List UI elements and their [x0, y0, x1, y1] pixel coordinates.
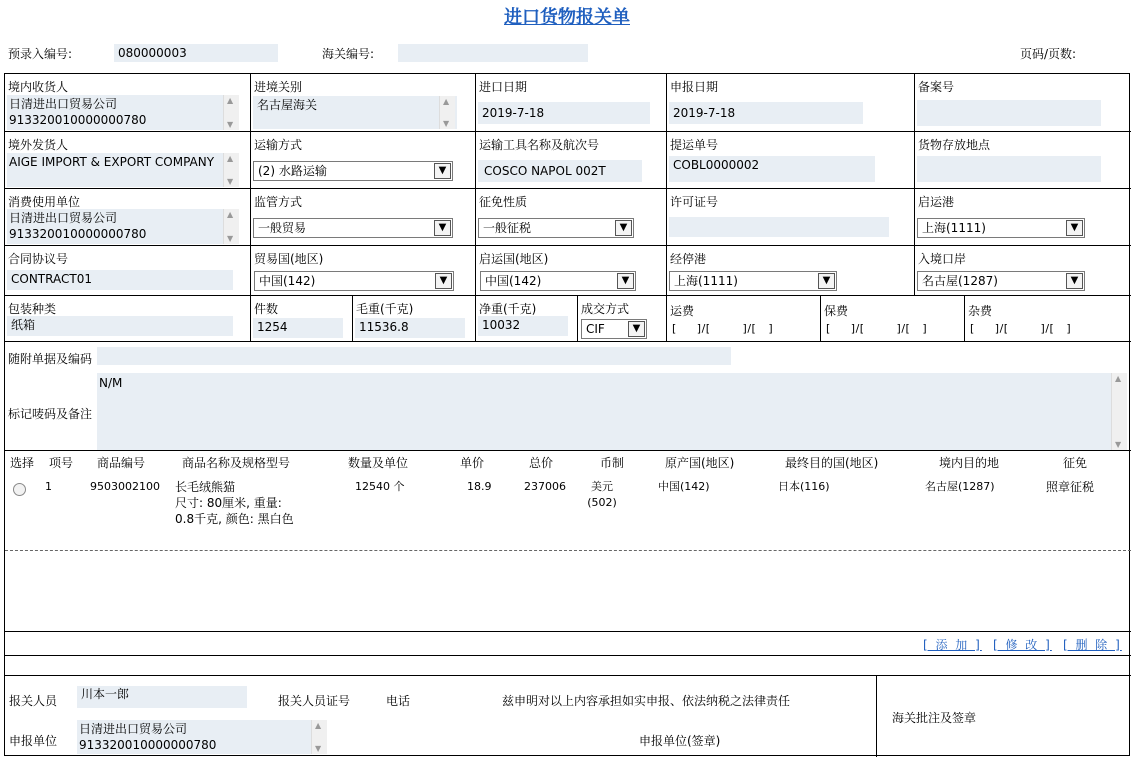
entry-customs-scrollbar[interactable]	[439, 96, 455, 129]
consignee-scrollbar[interactable]	[223, 95, 239, 130]
row-name: 长毛绒熊猫	[175, 480, 236, 494]
net-weight-cell	[476, 296, 578, 342]
row-item-no: 1	[45, 480, 52, 493]
row-spec: 尺寸: 80厘米, 重量: 0.8千克, 颜色: 黑白色	[175, 496, 294, 526]
consumer-name: 日清进出口贸易公司	[9, 211, 118, 225]
pieces-field[interactable]: 1254	[253, 318, 343, 338]
row-total: 237006	[524, 480, 566, 493]
scroll-up-icon[interactable]: ▲	[227, 154, 234, 163]
misc-label: 杂费	[968, 304, 993, 318]
contract-label: 合同协议号	[8, 252, 69, 266]
row-domestic-dest: 名古屋(1287)	[925, 480, 995, 493]
declare-date-label: 申报日期	[670, 80, 719, 94]
license-cell	[667, 189, 915, 246]
scroll-down-icon[interactable]: ▼	[227, 234, 234, 243]
gross-weight-field[interactable]: 11536.8	[355, 318, 465, 338]
consumer-label: 消费使用单位	[8, 195, 81, 209]
scroll-down-icon[interactable]: ▼	[227, 177, 234, 186]
docs-field[interactable]	[97, 347, 731, 365]
departure-port-label: 启运港	[918, 195, 955, 209]
chevron-down-icon[interactable]: ▼	[615, 220, 632, 236]
page-count-label: 页码/页数:	[1020, 47, 1077, 61]
declarant-field[interactable]: 川本一郎	[77, 686, 247, 708]
departure-port-select-value: 上海(1111)	[922, 221, 986, 235]
col-destination: 最终目的国(地区)	[785, 456, 879, 470]
scroll-up-icon[interactable]: ▲	[1115, 374, 1122, 383]
scroll-down-icon[interactable]: ▼	[1115, 440, 1122, 449]
storage-field[interactable]	[917, 156, 1101, 182]
levy-select-value: 一般征税	[483, 221, 532, 235]
chevron-down-icon[interactable]: ▼	[434, 220, 451, 236]
declare-date-cell	[667, 74, 915, 132]
col-qty: 数量及单位	[348, 456, 409, 470]
deal-label: 成交方式	[581, 302, 630, 316]
package-label: 包装种类	[8, 302, 57, 316]
delete-button[interactable]: [ 删 除 ]	[1063, 638, 1122, 652]
customs-no-label: 海关编号:	[322, 47, 375, 61]
consignee-field[interactable]	[7, 95, 239, 130]
consignee-code: 913320010000000780	[9, 113, 147, 127]
misc-cell	[965, 296, 1131, 342]
col-levy: 征免	[1063, 456, 1088, 470]
unit-label: 申报单位	[9, 734, 58, 748]
supervision-label: 监管方式	[254, 195, 303, 209]
net-weight-label: 净重(千克)	[479, 302, 537, 316]
divider	[5, 655, 1131, 656]
col-select: 选择	[10, 456, 35, 470]
chevron-down-icon[interactable]: ▼	[434, 163, 451, 179]
departure-port-select[interactable]	[917, 218, 1085, 238]
entry-port-label: 入境口岸	[918, 252, 967, 266]
origin-country-cell	[476, 246, 667, 296]
scroll-up-icon[interactable]: ▲	[227, 210, 234, 219]
consumer-code: 913320010000000780	[9, 227, 147, 241]
transport-select[interactable]	[253, 161, 453, 181]
departure-port-cell	[915, 189, 1131, 246]
bill-label: 提运单号	[670, 138, 719, 152]
vessel-cell	[476, 132, 667, 189]
transit-port-select[interactable]	[669, 271, 837, 291]
marks-scrollbar[interactable]	[1111, 373, 1127, 450]
entry-port-cell	[915, 246, 1131, 296]
levy-select[interactable]	[478, 218, 634, 238]
customs-no-field[interactable]	[398, 44, 588, 62]
import-date-field[interactable]: 2019-7-18	[478, 102, 650, 124]
list-bottom-line	[5, 631, 1131, 632]
row-destination: 日本(116)	[778, 480, 830, 493]
vessel-label: 运输工具名称及航次号	[479, 138, 600, 152]
trade-country-select[interactable]	[254, 271, 454, 291]
transit-port-select-value: 上海(1111)	[674, 274, 738, 288]
pre-entry-field[interactable]: 080000003	[114, 44, 278, 62]
gross-weight-label: 毛重(千克)	[356, 302, 414, 316]
scroll-down-icon[interactable]: ▼	[315, 744, 322, 753]
pieces-label: 件数	[254, 302, 279, 316]
edit-button[interactable]: [ 修 改 ]	[993, 638, 1052, 652]
unit-name: 日清进出口贸易公司	[79, 722, 188, 736]
col-total: 总价	[529, 456, 554, 470]
origin-country-label: 启运国(地区)	[479, 252, 549, 266]
shipper-scrollbar[interactable]	[223, 153, 239, 187]
transport-label: 运输方式	[254, 138, 303, 152]
row-currency	[587, 479, 617, 511]
freight-cell	[667, 296, 821, 342]
unit-code: 913320010000000780	[79, 738, 217, 752]
pieces-cell	[251, 296, 353, 342]
trade-country-cell	[251, 246, 476, 296]
package-field[interactable]: 纸箱	[7, 316, 233, 336]
add-button[interactable]: [ 添 加 ]	[923, 638, 982, 652]
footer-top-line	[5, 675, 1131, 676]
origin-country-select[interactable]	[480, 271, 636, 291]
license-field[interactable]	[669, 217, 889, 237]
row-qty: 12540 个	[355, 480, 405, 493]
shipper-field[interactable]	[7, 153, 239, 187]
col-hs-code: 商品编号	[97, 456, 146, 470]
row-unit-price: 18.9	[467, 480, 492, 493]
scroll-up-icon[interactable]: ▲	[443, 97, 450, 106]
col-currency: 币制	[600, 456, 625, 470]
consignee-name: 日清进出口贸易公司	[9, 97, 118, 111]
entry-customs-cell	[251, 74, 476, 132]
storage-label: 货物存放地点	[918, 138, 991, 152]
record-no-label: 备案号	[918, 80, 955, 94]
col-origin: 原产国(地区)	[665, 456, 735, 470]
transit-port-cell	[667, 246, 915, 296]
contract-field[interactable]: CONTRACT01	[7, 270, 233, 290]
trade-country-select-value: 中国(142)	[259, 274, 316, 288]
scroll-down-icon[interactable]: ▼	[443, 119, 450, 128]
consignee-label: 境内收货人	[8, 80, 69, 94]
insurance-label: 保费	[824, 304, 849, 318]
record-no-cell	[915, 74, 1131, 132]
shipper-value: AIGE IMPORT & EXPORT COMPANY	[9, 155, 215, 169]
chevron-down-icon[interactable]: ▼	[1066, 220, 1083, 236]
shipper-label: 境外发货人	[8, 138, 69, 152]
pre-entry-label: 预录入编号:	[8, 47, 73, 61]
entry-port-select-value: 名古屋(1287)	[922, 274, 998, 288]
entry-customs-label: 进境关别	[254, 80, 303, 94]
supervision-select[interactable]	[253, 218, 453, 238]
supervision-cell	[251, 189, 476, 246]
misc-field[interactable]: [ ]/[ ]/[ ]	[970, 322, 1072, 335]
row-currency-code: (502)	[587, 496, 617, 509]
levy-label: 征免性质	[479, 195, 528, 209]
import-date-label: 进口日期	[479, 80, 528, 94]
declarant-cert-label: 报关人员证号	[278, 694, 351, 708]
chevron-down-icon[interactable]: ▼	[818, 273, 835, 289]
declare-date-field[interactable]: 2019-7-18	[669, 102, 863, 124]
scroll-up-icon[interactable]: ▲	[227, 96, 234, 105]
record-no-field[interactable]	[917, 100, 1101, 126]
marks-cell	[5, 371, 1131, 451]
declarant-label: 报关人员	[9, 694, 58, 708]
marks-value: N/M	[99, 376, 123, 390]
row-name-spec	[175, 479, 297, 527]
col-item-no: 项号	[49, 456, 74, 470]
vessel-field[interactable]: COSCO NAPOL 002T	[478, 160, 642, 182]
chevron-down-icon[interactable]: ▼	[617, 273, 634, 289]
unit-field[interactable]	[77, 720, 327, 754]
storage-cell	[915, 132, 1131, 189]
entry-customs-field[interactable]: 名古屋海关	[253, 96, 457, 129]
scroll-up-icon[interactable]: ▲	[315, 721, 322, 730]
bill-field[interactable]: COBL0000002	[669, 156, 875, 182]
consumer-cell	[5, 189, 251, 246]
license-label: 许可证号	[670, 195, 719, 209]
phone-label: 电话	[386, 694, 411, 708]
scroll-down-icon[interactable]: ▼	[227, 120, 234, 129]
deal-select[interactable]	[581, 319, 647, 339]
transport-select-value: (2) 水路运输	[258, 164, 327, 178]
contract-cell	[5, 246, 251, 296]
col-name-spec: 商品名称及规格型号	[182, 456, 291, 470]
bill-cell	[667, 132, 915, 189]
marks-textarea[interactable]	[97, 373, 1127, 450]
gross-weight-cell	[353, 296, 476, 342]
docs-cell	[5, 342, 1131, 371]
footer-vertical-line	[876, 675, 877, 757]
unit-sign-label: 申报单位(签章)	[639, 734, 721, 748]
row-levy: 照章征税	[1046, 480, 1095, 494]
consumer-scrollbar[interactable]	[223, 209, 239, 244]
trade-country-label: 贸易国(地区)	[254, 252, 324, 266]
row-origin: 中国(142)	[658, 480, 710, 493]
levy-cell	[476, 189, 667, 246]
chevron-down-icon[interactable]: ▼	[628, 321, 645, 337]
shipper-cell	[5, 132, 251, 189]
row-hs-code: 9503002100	[90, 480, 160, 493]
freight-label: 运费	[670, 304, 695, 318]
row-select-radio[interactable]	[13, 483, 26, 496]
supervision-select-value: 一般贸易	[258, 221, 307, 235]
col-domestic-dest: 境内目的地	[939, 456, 1000, 470]
col-unit-price: 单价	[460, 456, 485, 470]
unit-scrollbar[interactable]	[311, 720, 327, 754]
page-title: 进口货物报关单	[504, 7, 630, 28]
import-date-cell	[476, 74, 667, 132]
docs-label: 随附单据及编码	[8, 352, 93, 366]
origin-country-select-value: 中国(142)	[485, 274, 542, 288]
deal-cell	[578, 296, 667, 342]
consumer-field[interactable]	[7, 209, 239, 244]
marks-label: 标记唛码及备注	[8, 407, 93, 421]
customs-sign-label: 海关批注及签章	[892, 711, 977, 725]
declaration-form	[4, 73, 1130, 756]
freight-field[interactable]: [ ]/[ ]/[ ]	[672, 322, 774, 335]
row-divider	[5, 550, 1131, 551]
package-cell	[5, 296, 251, 342]
insurance-field[interactable]: [ ]/[ ]/[ ]	[826, 322, 928, 335]
insurance-cell	[821, 296, 965, 342]
transit-port-label: 经停港	[670, 252, 707, 266]
transport-cell	[251, 132, 476, 189]
statement-text: 兹申明对以上内容承担如实申报、依法纳税之法律责任	[502, 694, 791, 708]
chevron-down-icon[interactable]: ▼	[1066, 273, 1083, 289]
entry-port-select[interactable]	[917, 271, 1085, 291]
row-currency-name: 美元	[591, 480, 613, 493]
consignee-cell	[5, 74, 251, 132]
net-weight-field[interactable]: 10032	[478, 316, 568, 336]
deal-select-value: CIF	[586, 322, 605, 336]
chevron-down-icon[interactable]: ▼	[435, 273, 452, 289]
